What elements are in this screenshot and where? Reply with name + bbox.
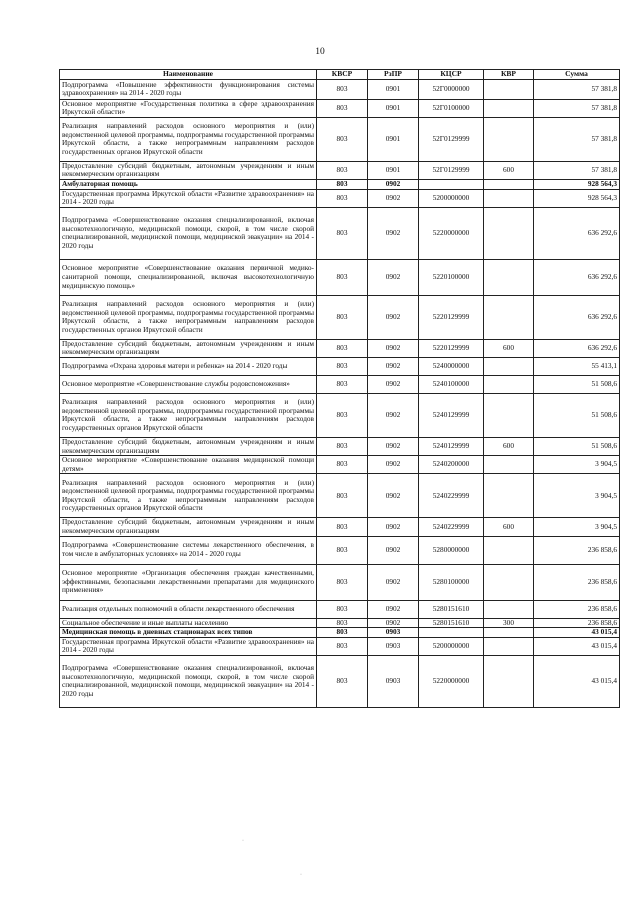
cell-name: Реализация направлений расходов основного мероприятия и (или) ведомственной целевой программы, подпрограммы государственной программы Иркутской области, а также непрограммным направлениям расходов государственных органов Иркутской области bbox=[60, 117, 317, 161]
cell-kcsr: 5220000000 bbox=[419, 655, 484, 707]
cell-sum: 3 904,5 bbox=[534, 474, 620, 518]
table-row bbox=[60, 161, 620, 179]
cell-name: Основное мероприятие «Государственная политика в сфере здравоохранения Иркутской области» bbox=[60, 99, 317, 117]
cell-name: Основное мероприятие «Организация обеспечения граждан качественными, эффективными, безопасными лекарственными препаратами для медицинского применения» bbox=[60, 564, 317, 600]
cell-sum: 51 508,6 bbox=[534, 437, 620, 455]
table-row bbox=[60, 339, 620, 357]
cell-kvr bbox=[484, 179, 534, 189]
cell-name: Основное мероприятие «Совершенствование оказания первичной медико-санитарной помощи, специализированной, включая высокотехнологичную медицинскую помощь» bbox=[60, 259, 317, 295]
cell-kvsr: 803 bbox=[317, 393, 368, 437]
cell-rzpr: 0903 bbox=[368, 655, 419, 707]
cell-rzpr: 0902 bbox=[368, 393, 419, 437]
cell-sum: 43 015,4 bbox=[534, 628, 620, 638]
table-header-row bbox=[60, 70, 620, 80]
table-row bbox=[60, 564, 620, 600]
cell-sum: 57 381,8 bbox=[534, 99, 620, 117]
cell-rzpr: 0902 bbox=[368, 357, 419, 375]
cell-name: Медицинская помощь в дневных стационарах всех типов bbox=[60, 628, 317, 638]
header-name: Наименование bbox=[60, 70, 317, 80]
cell-sum: 57 381,8 bbox=[534, 79, 620, 99]
table-row bbox=[60, 437, 620, 455]
cell-rzpr: 0901 bbox=[368, 117, 419, 161]
cell-name: Государственная программа Иркутской области «Развитие здравоохранения» на 2014 - 2020 годы bbox=[60, 189, 317, 207]
cell-rzpr: 0902 bbox=[368, 618, 419, 628]
cell-name: Предоставление субсидий бюджетным, автономным учреждениям и иным некоммерческим организациям bbox=[60, 518, 317, 536]
cell-rzpr: 0901 bbox=[368, 99, 419, 117]
cell-rzpr: 0902 bbox=[368, 189, 419, 207]
cell-kvr bbox=[484, 117, 534, 161]
cell-kcsr: 5220000000 bbox=[419, 207, 484, 259]
cell-kvr: 600 bbox=[484, 161, 534, 179]
table-row bbox=[60, 518, 620, 536]
cell-sum: 57 381,8 bbox=[534, 161, 620, 179]
cell-kcsr: 5280151610 bbox=[419, 618, 484, 628]
table-row bbox=[60, 393, 620, 437]
cell-kcsr: 5280000000 bbox=[419, 536, 484, 564]
cell-kcsr: 5220129999 bbox=[419, 295, 484, 339]
scan-artifact: · bbox=[300, 872, 302, 878]
cell-kvsr: 803 bbox=[317, 79, 368, 99]
cell-rzpr: 0902 bbox=[368, 179, 419, 189]
cell-kcsr: 5240229999 bbox=[419, 474, 484, 518]
cell-rzpr: 0902 bbox=[368, 207, 419, 259]
cell-rzpr: 0902 bbox=[368, 456, 419, 474]
cell-kvr bbox=[484, 456, 534, 474]
cell-kvr bbox=[484, 655, 534, 707]
table-row bbox=[60, 189, 620, 207]
cell-kvsr: 803 bbox=[317, 259, 368, 295]
cell-kvsr: 803 bbox=[317, 564, 368, 600]
cell-sum: 636 292,6 bbox=[534, 259, 620, 295]
cell-sum: 57 381,8 bbox=[534, 117, 620, 161]
cell-kcsr: 52Г0129999 bbox=[419, 117, 484, 161]
table-row bbox=[60, 655, 620, 707]
cell-kvsr: 803 bbox=[317, 628, 368, 638]
cell-kcsr: 5240200000 bbox=[419, 456, 484, 474]
cell-sum: 928 564,3 bbox=[534, 179, 620, 189]
cell-kvsr: 803 bbox=[317, 518, 368, 536]
table-row bbox=[60, 474, 620, 518]
cell-kvsr: 803 bbox=[317, 207, 368, 259]
cell-kvsr: 803 bbox=[317, 189, 368, 207]
cell-name: Подпрограмма «Совершенствование оказания специализированной, включая высокотехнологичную, медицинской помощи, скорой, в том числе скорой специализированной, медицинской помощи, медицинской эвакуации» на 2014 - 2020 годы bbox=[60, 655, 317, 707]
table-row bbox=[60, 179, 620, 189]
cell-name: Государственная программа Иркутской области «Развитие здравоохранения» на 2014 - 2020 годы bbox=[60, 637, 317, 655]
cell-rzpr: 0903 bbox=[368, 637, 419, 655]
cell-sum: 636 292,6 bbox=[534, 295, 620, 339]
cell-kvr bbox=[484, 474, 534, 518]
cell-rzpr: 0902 bbox=[368, 474, 419, 518]
cell-kvr bbox=[484, 637, 534, 655]
header-sum: Сумма bbox=[534, 70, 620, 80]
cell-sum: 636 292,6 bbox=[534, 207, 620, 259]
cell-kvr bbox=[484, 189, 534, 207]
cell-sum: 636 292,6 bbox=[534, 339, 620, 357]
cell-kcsr: 5240000000 bbox=[419, 357, 484, 375]
cell-sum: 236 858,6 bbox=[534, 600, 620, 618]
budget-table bbox=[59, 69, 620, 708]
cell-name: Амбулаторная помощь bbox=[60, 179, 317, 189]
cell-kvr: 600 bbox=[484, 437, 534, 455]
cell-kvsr: 803 bbox=[317, 375, 368, 393]
cell-name: Подпрограмма «Повышение эффективности функционирования системы здравоохранения» на 2014 - 2020 годы bbox=[60, 79, 317, 99]
cell-kcsr: 5240100000 bbox=[419, 375, 484, 393]
cell-name: Предоставление субсидий бюджетным, автономным учреждениям и иным некоммерческим организациям bbox=[60, 437, 317, 455]
cell-sum: 43 015,4 bbox=[534, 637, 620, 655]
cell-name: Реализация направлений расходов основного мероприятия и (или) ведомственной целевой программы, подпрограммы государственной программы Иркутской области, а также непрограммным направлениям расходов государственных органов Иркутской области bbox=[60, 474, 317, 518]
cell-kcsr: 5200000000 bbox=[419, 637, 484, 655]
cell-name: Основное мероприятие «Совершенствование службы родовспоможения» bbox=[60, 375, 317, 393]
cell-name: Подпрограмма «Совершенствование оказания специализированной, включая высокотехнологичную, медицинской помощи, скорой, в том числе скорой специализированной, медицинской помощи, медицинской эвакуации» на 2014 - 2020 годы bbox=[60, 207, 317, 259]
table-row bbox=[60, 295, 620, 339]
cell-name: Подпрограмма «Совершенствование системы лекарственного обеспечения, в том числе в амбулаторных условиях» на 2014 - 2020 годы bbox=[60, 536, 317, 564]
cell-sum: 55 413,1 bbox=[534, 357, 620, 375]
cell-kcsr: 5200000000 bbox=[419, 189, 484, 207]
table-row bbox=[60, 117, 620, 161]
cell-kcsr bbox=[419, 628, 484, 638]
cell-name: Реализация направлений расходов основного мероприятия и (или) ведомственной целевой программы, подпрограммы государственной программы Иркутской области, а также непрограммным направлениям расходов государственных органов Иркутской области bbox=[60, 295, 317, 339]
cell-kvr bbox=[484, 357, 534, 375]
cell-name: Предоставление субсидий бюджетным, автономным учреждениям и иным некоммерческим организациям bbox=[60, 161, 317, 179]
cell-sum: 43 015,4 bbox=[534, 655, 620, 707]
cell-rzpr: 0902 bbox=[368, 564, 419, 600]
cell-kcsr: 5280151610 bbox=[419, 600, 484, 618]
table-row bbox=[60, 357, 620, 375]
cell-kcsr: 5240129999 bbox=[419, 437, 484, 455]
cell-kcsr: 5240229999 bbox=[419, 518, 484, 536]
cell-kvr bbox=[484, 600, 534, 618]
header-rzpr: РзПР bbox=[368, 70, 419, 80]
cell-kvsr: 803 bbox=[317, 456, 368, 474]
cell-kvr bbox=[484, 375, 534, 393]
table-row bbox=[60, 79, 620, 99]
cell-kvr bbox=[484, 295, 534, 339]
cell-sum: 3 904,5 bbox=[534, 518, 620, 536]
cell-rzpr: 0901 bbox=[368, 79, 419, 99]
cell-kvr: 600 bbox=[484, 339, 534, 357]
cell-rzpr: 0902 bbox=[368, 375, 419, 393]
cell-kvsr: 803 bbox=[317, 637, 368, 655]
cell-kcsr: 5220129999 bbox=[419, 339, 484, 357]
cell-sum: 928 564,3 bbox=[534, 189, 620, 207]
cell-kcsr: 52Г0129999 bbox=[419, 161, 484, 179]
cell-rzpr: 0902 bbox=[368, 536, 419, 564]
cell-rzpr: 0902 bbox=[368, 259, 419, 295]
cell-kcsr: 52Г0000000 bbox=[419, 79, 484, 99]
table-row bbox=[60, 99, 620, 117]
cell-kvsr: 803 bbox=[317, 339, 368, 357]
cell-name: Социальное обеспечение и иные выплаты населению bbox=[60, 618, 317, 628]
page-number: 10 bbox=[315, 47, 325, 57]
cell-rzpr: 0902 bbox=[368, 437, 419, 455]
cell-kvsr: 803 bbox=[317, 179, 368, 189]
cell-kvsr: 803 bbox=[317, 99, 368, 117]
cell-kvsr: 803 bbox=[317, 357, 368, 375]
cell-rzpr: 0902 bbox=[368, 518, 419, 536]
cell-kcsr bbox=[419, 179, 484, 189]
cell-kvr bbox=[484, 628, 534, 638]
cell-kvsr: 803 bbox=[317, 600, 368, 618]
table-row bbox=[60, 600, 620, 618]
cell-name: Реализация отдельных полномочий в области лекарственного обеспечения bbox=[60, 600, 317, 618]
cell-kvsr: 803 bbox=[317, 655, 368, 707]
table-row bbox=[60, 536, 620, 564]
cell-sum: 51 508,6 bbox=[534, 375, 620, 393]
cell-kvsr: 803 bbox=[317, 295, 368, 339]
cell-kcsr: 5240129999 bbox=[419, 393, 484, 437]
table-row bbox=[60, 375, 620, 393]
cell-kcsr: 5220100000 bbox=[419, 259, 484, 295]
table-row bbox=[60, 628, 620, 638]
cell-rzpr: 0903 bbox=[368, 628, 419, 638]
cell-sum: 236 858,6 bbox=[534, 618, 620, 628]
scan-artifact: · bbox=[242, 838, 244, 844]
cell-rzpr: 0902 bbox=[368, 295, 419, 339]
table-row bbox=[60, 259, 620, 295]
cell-name: Основное мероприятие «Совершенствование оказания медицинской помощи детям» bbox=[60, 456, 317, 474]
cell-kvsr: 803 bbox=[317, 474, 368, 518]
cell-kvr bbox=[484, 564, 534, 600]
cell-sum: 236 858,6 bbox=[534, 564, 620, 600]
cell-name: Подпрограмма «Охрана здоровья матери и ребенка» на 2014 - 2020 годы bbox=[60, 357, 317, 375]
cell-kvsr: 803 bbox=[317, 618, 368, 628]
cell-kvr bbox=[484, 536, 534, 564]
cell-kvr bbox=[484, 99, 534, 117]
cell-kvr bbox=[484, 393, 534, 437]
cell-kcsr: 52Г0100000 bbox=[419, 99, 484, 117]
cell-rzpr: 0902 bbox=[368, 600, 419, 618]
cell-kvr bbox=[484, 79, 534, 99]
header-kvr: КВР bbox=[484, 70, 534, 80]
cell-rzpr: 0902 bbox=[368, 339, 419, 357]
table-row bbox=[60, 456, 620, 474]
cell-kvr: 300 bbox=[484, 618, 534, 628]
cell-kvsr: 803 bbox=[317, 117, 368, 161]
header-kvsr: КВСР bbox=[317, 70, 368, 80]
table-row bbox=[60, 207, 620, 259]
cell-name: Реализация направлений расходов основного мероприятия и (или) ведомственной целевой программы, подпрограммы государственной программы Иркутской области, а также непрограммным направлениям расходов государственных органов Иркутской области bbox=[60, 393, 317, 437]
cell-sum: 236 858,6 bbox=[534, 536, 620, 564]
cell-kvsr: 803 bbox=[317, 536, 368, 564]
cell-sum: 3 904,5 bbox=[534, 456, 620, 474]
cell-kvr bbox=[484, 207, 534, 259]
cell-kvr: 600 bbox=[484, 518, 534, 536]
cell-sum: 51 508,6 bbox=[534, 393, 620, 437]
table-row bbox=[60, 637, 620, 655]
cell-rzpr: 0901 bbox=[368, 161, 419, 179]
cell-kcsr: 5280100000 bbox=[419, 564, 484, 600]
cell-kvsr: 803 bbox=[317, 437, 368, 455]
header-kcsr: КЦСР bbox=[419, 70, 484, 80]
cell-kvsr: 803 bbox=[317, 161, 368, 179]
cell-name: Предоставление субсидий бюджетным, автономным учреждениям и иным некоммерческим организациям bbox=[60, 339, 317, 357]
cell-kvr bbox=[484, 259, 534, 295]
